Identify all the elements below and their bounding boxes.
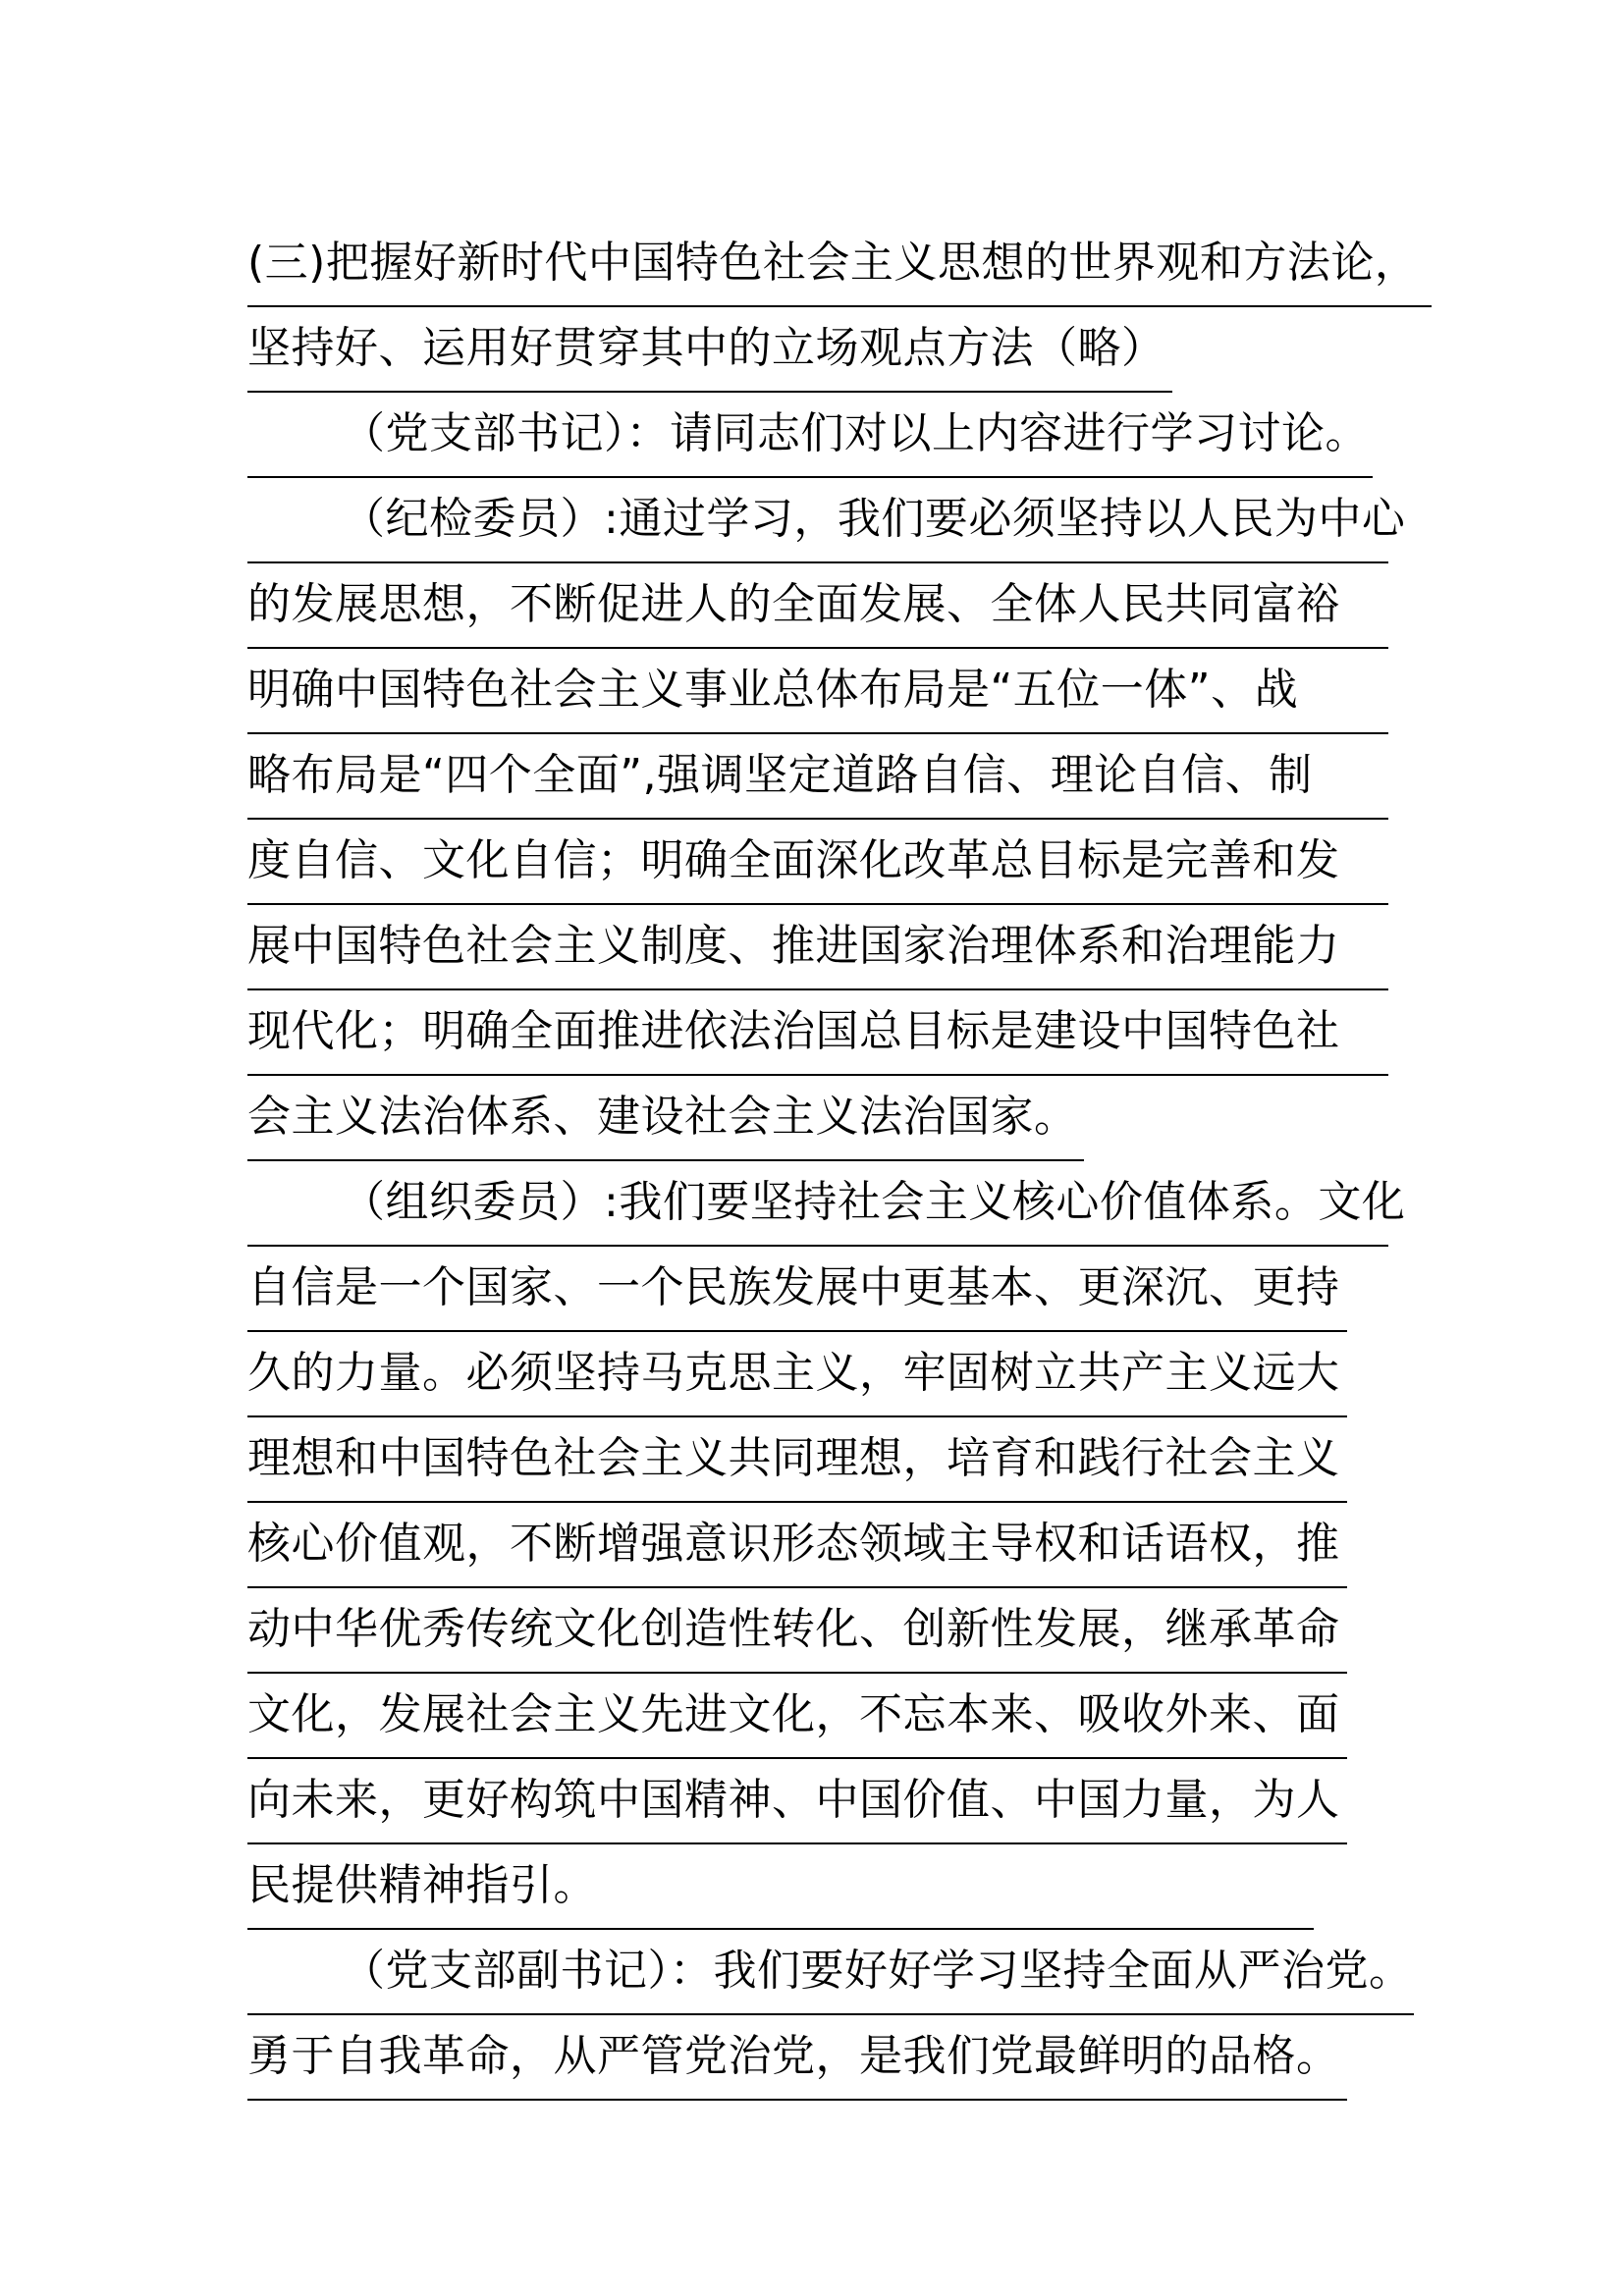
text-line (247, 988, 1388, 1076)
text-line (247, 1928, 1414, 2015)
text-line-content: （组织委员）:我们要坚持社会主义核心价值体系。文化 (342, 1177, 1406, 1227)
text-line (247, 305, 1172, 393)
text-line (247, 1330, 1347, 1417)
text-line (247, 1245, 1347, 1332)
text-line-content: 动中华优秀传统文化创造性转化、创新性发展，继承革命 (247, 1604, 1340, 1654)
text-line (247, 1159, 1406, 1247)
text-line-content: 展中国特色社会主义制度、推进国家治理体系和治理能力 (247, 921, 1340, 971)
text-line-content: （党支部副书记）：我们要好好学习坚持全面从严治党。 (342, 1946, 1413, 1996)
text-line-content: 文化，发展社会主义先进文化，不忘本来、吸收外来、面 (247, 1689, 1340, 1739)
text-line (247, 732, 1388, 820)
text-line (247, 2013, 1347, 2101)
text-line-content: (三)把握好新时代中国特色社会主义思想的世界观和方法论， (247, 238, 1419, 288)
text-line-content: 民提供精神指引。 (247, 1860, 597, 1910)
text-line (247, 1672, 1347, 1759)
text-line (247, 561, 1388, 649)
text-line (247, 1074, 1084, 1161)
text-line-content: 略布局是“四个全面”,强调坚定道路自信、理论自信、制 (247, 750, 1313, 800)
text-line-content: 勇于自我革命，从严管党治党，是我们党最鲜明的品格。 (247, 2031, 1340, 2081)
text-line (247, 1501, 1347, 1588)
text-line-content: 自信是一个国家、一个民族发展中更基本、更深沉、更持 (247, 1262, 1340, 1312)
text-line (247, 1586, 1347, 1674)
text-line (247, 818, 1388, 905)
text-line (247, 476, 1406, 563)
text-line-content: 度自信、文化自信；明确全面深化改革总目标是完善和发 (247, 835, 1340, 885)
text-line-content: 现代化；明确全面推进依法治国总目标是建设中国特色社 (247, 1006, 1340, 1056)
text-line-content: 明确中国特色社会主义事业总体布局是“五位一体”、战 (247, 665, 1299, 715)
text-line-content: （党支部书记）：请同志们对以上内容进行学习讨论。 (342, 408, 1369, 458)
text-line (247, 220, 1432, 307)
text-line-content: 理想和中国特色社会主义共同理想，培育和践行社会主义 (247, 1433, 1340, 1483)
text-line (247, 647, 1388, 734)
text-line (247, 1757, 1347, 1844)
text-line-content: 核心价值观，不断增强意识形态领域主导权和话语权，推 (247, 1519, 1340, 1569)
text-line-content: （纪检委员）:通过学习，我们要必须坚持以人民为中心 (342, 494, 1406, 544)
text-line-content: 坚持好、运用好贯穿其中的立场观点方法（略） (247, 323, 1165, 373)
text-line (247, 391, 1373, 478)
text-line-content: 的发展思想，不断促进人的全面发展、全体人民共同富裕 (247, 579, 1340, 629)
text-line (247, 1842, 1314, 1930)
text-line (247, 1415, 1347, 1503)
text-line-content: 久的力量。必须坚持马克思主义，牢固树立共产主义远大 (247, 1348, 1340, 1398)
text-line-content: 向未来，更好构筑中国精神、中国价值、中国力量，为人 (247, 1775, 1340, 1825)
text-line (247, 903, 1388, 990)
text-line-content: 会主义法治体系、建设社会主义法治国家。 (247, 1092, 1078, 1142)
